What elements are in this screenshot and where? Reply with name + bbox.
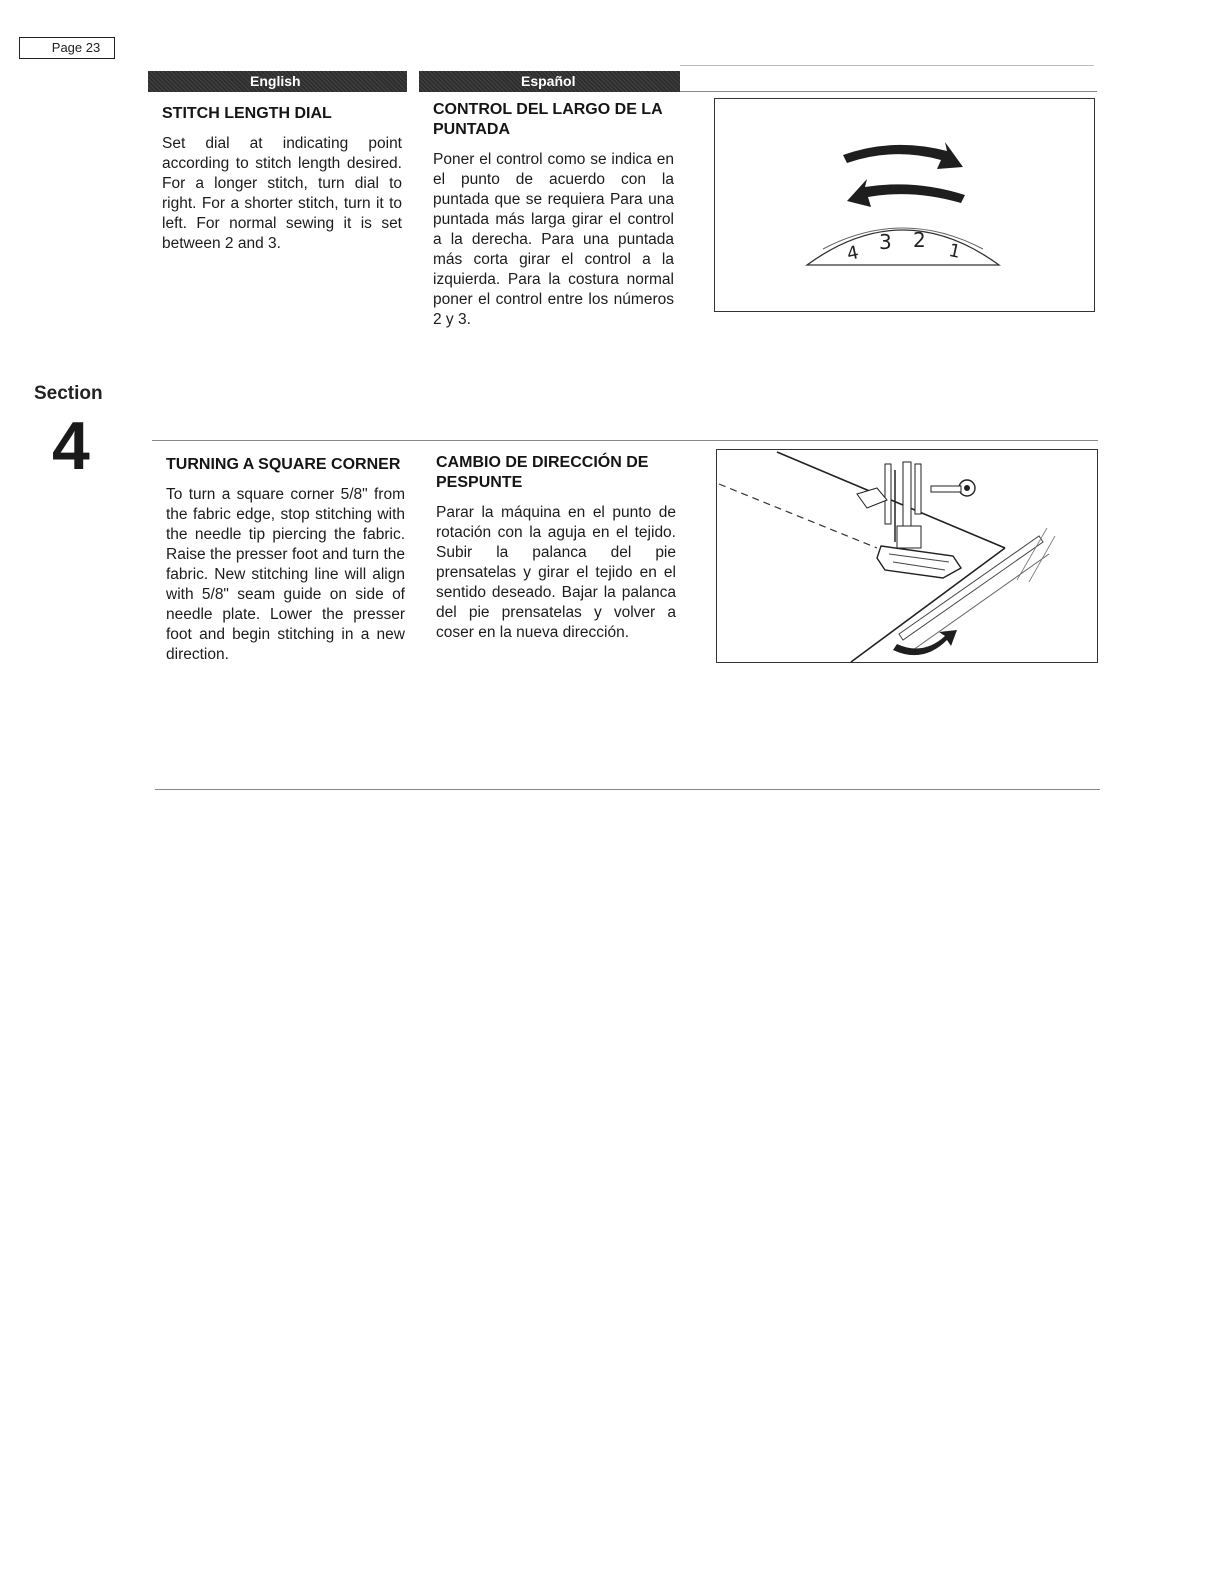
dial-number-1: 1 [946, 239, 963, 263]
header-top-rule [680, 65, 1094, 66]
square-corner-figure [716, 449, 1098, 663]
section-number: 4 [52, 408, 90, 484]
stitch-length-en-body: Set dial at indicating point according to stitch length desired. For a longer stitch, turn dial to right. For a shorter stitch, turn it to left. For normal sewing it is set between 2 and 3. [162, 135, 402, 252]
square-corner-en-heading: TURNING A SQUARE CORNER [166, 456, 401, 473]
dial-number-4: 4 [845, 242, 861, 266]
english-header-bar [148, 71, 407, 92]
stitch-dial-illustration [715, 99, 1096, 313]
header-rule [680, 91, 1097, 92]
arrow-left-icon [847, 179, 965, 207]
bottom-rule [155, 789, 1100, 790]
square-corner-es-heading: CAMBIO DE DIRECCIÓN DE PESPUNTE [436, 454, 649, 491]
presser-foot-illustration [717, 450, 1099, 664]
page-label: Page 23 [19, 37, 115, 59]
rotate-arrow-icon [893, 630, 957, 655]
english-label: English [250, 73, 301, 89]
spanish-label: Español [521, 73, 576, 89]
stitch-length-english [162, 104, 402, 254]
spanish-header-bar [419, 71, 680, 92]
section-label: Section [34, 383, 103, 404]
dial-arc-icon [807, 230, 999, 265]
stitch-length-en-heading: STITCH LENGTH DIAL [162, 105, 332, 122]
square-corner-en-body: To turn a square corner 5/8" from the fabric edge, stop stitching with the needle tip piercing the fabric. Raise the presser foot and turn the fabric. New stitching line will align with 5/8" seam guide on side of needle plate. Lower the presser foot and begin stitching in a new direction. [166, 486, 405, 663]
stitch-length-es-body: Poner el control como se indica en el punto de acuerdo con la puntada que se requiera Para una puntada más larga girar el control a la derecha. Para una puntada más corta girar el control a la izquierda. Para la costura normal poner el control entre los números 2 y 3. [433, 151, 674, 328]
square-corner-english [166, 455, 405, 665]
arrow-right-icon [843, 142, 963, 169]
dial-number-3: 3 [879, 230, 892, 254]
square-corner-spanish [436, 453, 676, 643]
stitch-length-es-heading: CONTROL DEL LARGO DE LA PUNTADA [433, 101, 663, 138]
stitch-length-spanish [433, 100, 674, 330]
square-corner-es-body: Parar la máquina en el punto de rotación con la aguja en el tejido. Subir la palanca del pie prensatelas y girar el tejido en el sentido deseado. Bajar la palanca del pie prensatelas y volver a coser en la nueva dirección. [436, 504, 676, 641]
section-divider [152, 440, 1098, 441]
stitch-dial-figure [714, 98, 1095, 312]
dial-number-2: 2 [913, 228, 926, 252]
